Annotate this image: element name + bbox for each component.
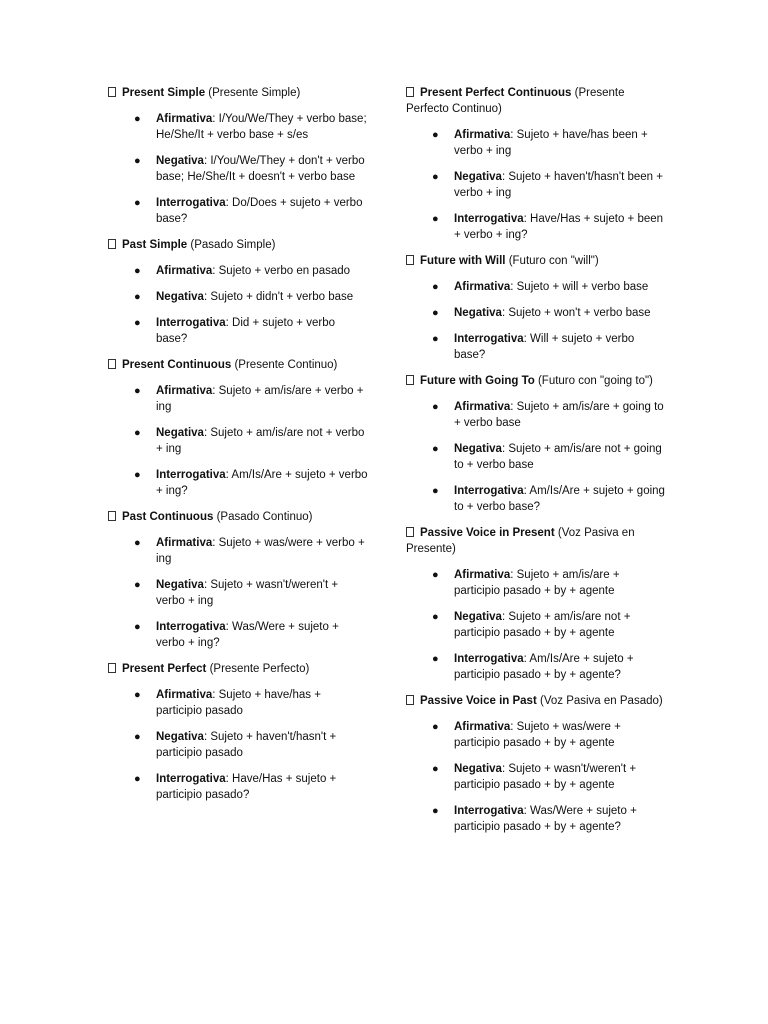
form-rule: : Am/Is/Are + sujeto + verbo + ing? bbox=[156, 469, 368, 497]
tense-subtitle: (Pasado Simple) bbox=[190, 239, 276, 251]
tense-subtitle: (Presente Continuo) bbox=[234, 359, 338, 371]
tense-subtitle: (Voz Pasiva en Pasado) bbox=[539, 695, 663, 707]
form-rule: : Do/Does + sujeto + verbo base? bbox=[156, 197, 363, 225]
form-label: Negativa bbox=[156, 427, 204, 439]
tense-section bbox=[406, 253, 666, 363]
list-item bbox=[406, 803, 666, 835]
form-label: Interrogativa bbox=[156, 197, 226, 209]
rule-list bbox=[406, 399, 666, 515]
form-rule: : Have/Has + sujeto + participio pasado? bbox=[156, 773, 337, 801]
list-item bbox=[406, 483, 666, 515]
bullet-icon: ● bbox=[134, 689, 141, 701]
bullet-icon: ● bbox=[432, 281, 439, 293]
rule-list bbox=[108, 535, 368, 651]
form-label: Interrogativa bbox=[454, 485, 524, 497]
tense-title: Future with Going To bbox=[420, 375, 535, 387]
bullet-icon: ● bbox=[134, 155, 141, 167]
bullet-icon: ● bbox=[432, 611, 439, 623]
tense-section bbox=[108, 509, 368, 651]
tense-subtitle: (Presente Simple) bbox=[208, 87, 301, 99]
list-item bbox=[108, 315, 368, 347]
form-rule: : Sujeto + haven't/hasn't been + verbo + ing bbox=[454, 171, 663, 199]
rule-list bbox=[406, 719, 666, 835]
form-rule: : Am/Is/Are + sujeto + going to + verbo base? bbox=[454, 485, 665, 513]
list-item bbox=[108, 687, 368, 719]
list-item bbox=[406, 279, 666, 295]
tense-title: Past Simple bbox=[122, 239, 188, 251]
form-label: Afirmativa bbox=[454, 281, 511, 293]
list-item bbox=[108, 111, 368, 143]
tense-title: Passive Voice in Present bbox=[420, 527, 555, 539]
list-item bbox=[108, 535, 368, 567]
form-rule: : Sujeto + was/were + verbo + ing bbox=[156, 537, 365, 565]
form-rule: : Sujeto + wasn't/weren't + participio pasado + by + agente bbox=[454, 763, 637, 791]
bullet-icon: ● bbox=[134, 469, 141, 481]
tense-section bbox=[108, 357, 368, 499]
tense-subtitle: (Futuro con "will") bbox=[508, 255, 599, 267]
list-item bbox=[108, 263, 368, 279]
tense-heading bbox=[406, 373, 666, 389]
left-column bbox=[108, 85, 368, 813]
tense-heading bbox=[406, 525, 666, 557]
form-label: Afirmativa bbox=[454, 129, 511, 141]
list-item bbox=[108, 619, 368, 651]
missing-glyph-box-icon bbox=[406, 255, 414, 265]
missing-glyph-box-icon bbox=[108, 511, 116, 521]
form-rule: : Sujeto + have/has been + verbo + ing bbox=[454, 129, 648, 157]
form-rule: : I/You/We/They + verbo base; He/She/It + verbo base + s/es bbox=[156, 113, 367, 141]
right-column bbox=[406, 85, 666, 845]
form-rule: : Sujeto + won't + verbo base bbox=[501, 307, 651, 319]
missing-glyph-box-icon bbox=[406, 527, 414, 537]
form-label: Afirmativa bbox=[454, 721, 511, 733]
bullet-icon: ● bbox=[432, 485, 439, 497]
form-rule: : Have/Has + sujeto + been + verbo + ing? bbox=[454, 213, 664, 241]
tense-heading bbox=[108, 509, 368, 525]
tense-title: Past Continuous bbox=[122, 511, 214, 523]
bullet-icon: ● bbox=[432, 653, 439, 665]
tense-heading bbox=[108, 661, 368, 677]
list-item bbox=[406, 567, 666, 599]
list-item bbox=[406, 331, 666, 363]
list-item bbox=[108, 425, 368, 457]
bullet-icon: ● bbox=[134, 385, 141, 397]
bullet-icon: ● bbox=[432, 333, 439, 345]
tense-section bbox=[406, 525, 666, 683]
list-item bbox=[108, 577, 368, 609]
tense-section bbox=[406, 373, 666, 515]
bullet-icon: ● bbox=[432, 443, 439, 455]
list-item bbox=[406, 399, 666, 431]
form-label: Interrogativa bbox=[454, 333, 524, 345]
tense-title: Present Simple bbox=[122, 87, 206, 99]
tense-section bbox=[406, 85, 666, 243]
form-label: Afirmativa bbox=[156, 689, 213, 701]
form-rule: : Sujeto + verbo en pasado bbox=[212, 265, 351, 277]
rule-list bbox=[108, 111, 368, 227]
bullet-icon: ● bbox=[134, 317, 141, 329]
missing-glyph-box-icon bbox=[108, 359, 116, 369]
tense-subtitle: (Futuro con "going to") bbox=[537, 375, 653, 387]
form-label: Negativa bbox=[454, 611, 502, 623]
bullet-icon: ● bbox=[432, 401, 439, 413]
tense-title: Present Continuous bbox=[122, 359, 232, 371]
form-label: Interrogativa bbox=[156, 469, 226, 481]
tense-subtitle: (Pasado Continuo) bbox=[216, 511, 313, 523]
missing-glyph-box-icon bbox=[406, 695, 414, 705]
list-item bbox=[108, 383, 368, 415]
list-item bbox=[406, 651, 666, 683]
form-label: Afirmativa bbox=[156, 385, 213, 397]
list-item bbox=[108, 467, 368, 499]
rule-list bbox=[406, 127, 666, 243]
bullet-icon: ● bbox=[432, 805, 439, 817]
bullet-icon: ● bbox=[134, 773, 141, 785]
list-item bbox=[406, 609, 666, 641]
tense-heading bbox=[406, 85, 666, 117]
missing-glyph-box-icon bbox=[406, 87, 414, 97]
list-item bbox=[108, 771, 368, 803]
form-rule: : Sujeto + wasn't/weren't + verbo + ing bbox=[156, 579, 339, 607]
bullet-icon: ● bbox=[134, 197, 141, 209]
form-rule: : Sujeto + am/is/are + going to + verbo base bbox=[454, 401, 664, 429]
form-label: Negativa bbox=[156, 579, 204, 591]
tense-heading bbox=[108, 357, 368, 373]
form-label: Negativa bbox=[454, 763, 502, 775]
list-item bbox=[406, 211, 666, 243]
form-rule: : Sujeto + am/is/are + participio pasado + by + agente bbox=[454, 569, 620, 597]
form-label: Negativa bbox=[454, 443, 502, 455]
missing-glyph-box-icon bbox=[108, 87, 116, 97]
form-rule: : Sujeto + was/were + participio pasado + by + agente bbox=[454, 721, 621, 749]
form-rule: : Did + sujeto + verbo base? bbox=[156, 317, 335, 345]
form-rule: : Sujeto + haven't/hasn't + participio pasado bbox=[156, 731, 337, 759]
form-rule: : Sujeto + am/is/are + verbo + ing bbox=[156, 385, 364, 413]
bullet-icon: ● bbox=[134, 113, 141, 125]
form-rule: : Sujeto + didn't + verbo base bbox=[203, 291, 354, 303]
rule-list bbox=[108, 383, 368, 499]
form-label: Interrogativa bbox=[156, 773, 226, 785]
form-rule: : Sujeto + am/is/are not + participio pasado + by + agente bbox=[454, 611, 631, 639]
tense-heading bbox=[108, 237, 368, 253]
form-rule: : Sujeto + am/is/are not + verbo + ing bbox=[156, 427, 365, 455]
tense-title: Present Perfect bbox=[122, 663, 207, 675]
list-item bbox=[406, 305, 666, 321]
tense-title: Present Perfect Continuous bbox=[420, 87, 572, 99]
form-rule: : Was/Were + sujeto + verbo + ing? bbox=[156, 621, 339, 649]
list-item bbox=[108, 153, 368, 185]
form-rule: : Will + sujeto + verbo base? bbox=[454, 333, 635, 361]
rule-list bbox=[406, 567, 666, 683]
bullet-icon: ● bbox=[134, 621, 141, 633]
tense-subtitle: (Presente Perfecto) bbox=[209, 663, 310, 675]
form-label: Interrogativa bbox=[454, 805, 524, 817]
bullet-icon: ● bbox=[432, 171, 439, 183]
tense-title: Passive Voice in Past bbox=[420, 695, 537, 707]
bullet-icon: ● bbox=[432, 569, 439, 581]
tense-section bbox=[108, 85, 368, 227]
form-rule: : Sujeto + will + verbo base bbox=[510, 281, 649, 293]
bullet-icon: ● bbox=[432, 763, 439, 775]
tense-section bbox=[108, 237, 368, 347]
list-item bbox=[108, 729, 368, 761]
form-label: Afirmativa bbox=[156, 537, 213, 549]
tense-title: Future with Will bbox=[420, 255, 506, 267]
form-rule: : Was/Were + sujeto + participio pasado + by + agente? bbox=[454, 805, 637, 833]
missing-glyph-box-icon bbox=[406, 375, 414, 385]
rule-list bbox=[406, 279, 666, 363]
bullet-icon: ● bbox=[432, 213, 439, 225]
rule-list bbox=[108, 263, 368, 347]
missing-glyph-box-icon bbox=[108, 239, 116, 249]
list-item bbox=[406, 127, 666, 159]
bullet-icon: ● bbox=[432, 307, 439, 319]
form-rule: : Sujeto + am/is/are not + going to + verbo base bbox=[454, 443, 662, 471]
list-item bbox=[406, 719, 666, 751]
list-item bbox=[108, 289, 368, 305]
list-item bbox=[406, 441, 666, 473]
form-label: Afirmativa bbox=[156, 265, 213, 277]
tense-heading bbox=[406, 253, 666, 269]
list-item bbox=[406, 169, 666, 201]
bullet-icon: ● bbox=[134, 537, 141, 549]
form-label: Negativa bbox=[156, 291, 204, 303]
form-rule: : I/You/We/They + don't + verbo base; He/She/It + doesn't + verbo base bbox=[156, 155, 365, 183]
bullet-icon: ● bbox=[432, 721, 439, 733]
form-label: Interrogativa bbox=[454, 653, 524, 665]
bullet-icon: ● bbox=[134, 427, 141, 439]
form-label: Negativa bbox=[454, 307, 502, 319]
form-rule: : Am/Is/Are + sujeto + participio pasado + by + agente? bbox=[454, 653, 634, 681]
form-label: Negativa bbox=[156, 731, 204, 743]
rule-list bbox=[108, 687, 368, 803]
missing-glyph-box-icon bbox=[108, 663, 116, 673]
form-label: Afirmativa bbox=[156, 113, 213, 125]
bullet-icon: ● bbox=[134, 291, 141, 303]
form-label: Negativa bbox=[156, 155, 204, 167]
list-item bbox=[406, 761, 666, 793]
bullet-icon: ● bbox=[134, 265, 141, 277]
bullet-icon: ● bbox=[134, 579, 141, 591]
tense-section bbox=[108, 661, 368, 803]
form-label: Afirmativa bbox=[454, 401, 511, 413]
form-label: Interrogativa bbox=[156, 317, 226, 329]
form-rule: : Sujeto + have/has + participio pasado bbox=[156, 689, 321, 717]
form-label: Interrogativa bbox=[156, 621, 226, 633]
form-label: Afirmativa bbox=[454, 569, 511, 581]
tense-section bbox=[406, 693, 666, 835]
bullet-icon: ● bbox=[134, 731, 141, 743]
tense-heading bbox=[406, 693, 666, 709]
form-label: Negativa bbox=[454, 171, 502, 183]
tense-subtitle: (Voz Pasiva en Presente) bbox=[406, 527, 635, 555]
tense-subtitle: (Presente Perfecto Continuo) bbox=[406, 87, 625, 115]
bullet-icon: ● bbox=[432, 129, 439, 141]
list-item bbox=[108, 195, 368, 227]
tense-heading bbox=[108, 85, 368, 101]
form-label: Interrogativa bbox=[454, 213, 524, 225]
